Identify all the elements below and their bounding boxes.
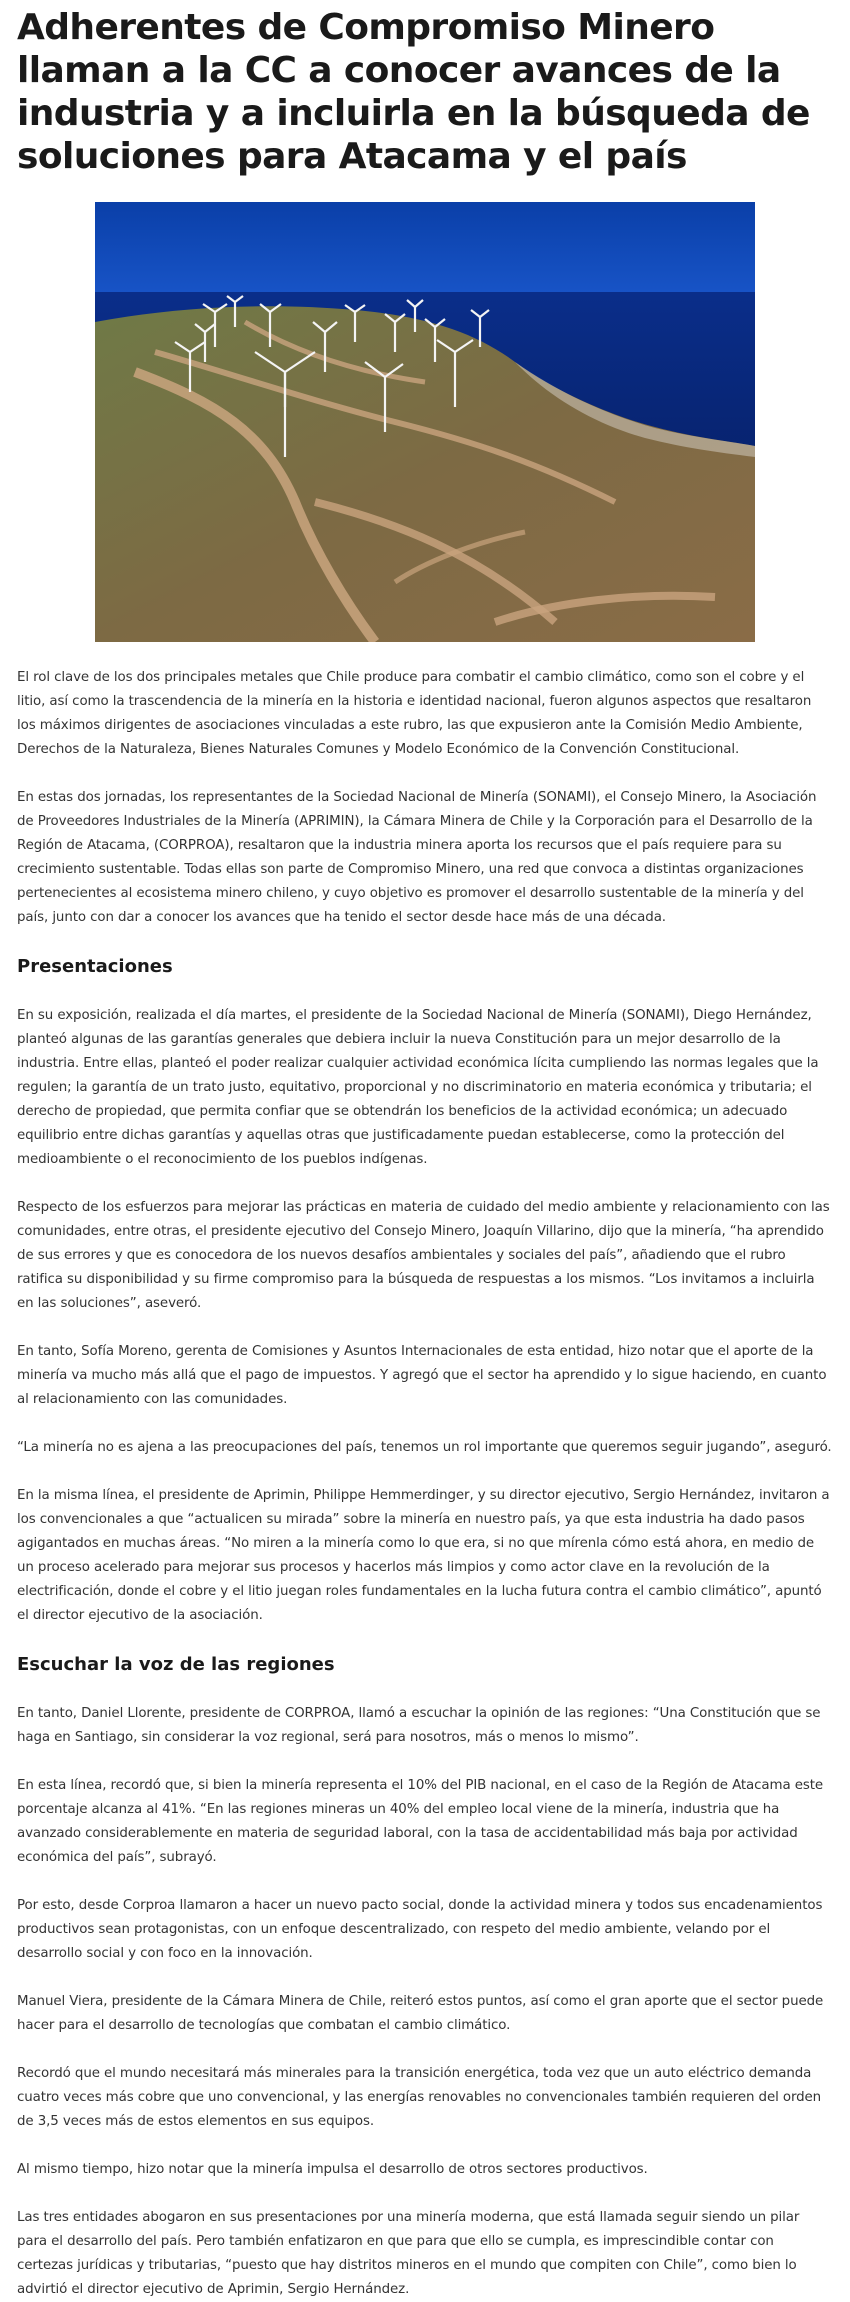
paragraph: Manuel Viera, presidente de la Cámara Minera de Chile, reiteró estos puntos, así como el gran aporte que el sector puede hacer para el desarrollo de tecnologías que combatan el cambio climático. bbox=[17, 1994, 824, 2033]
paragraph: En estas dos jornadas, los representantes de la Sociedad Nacional de Minería (SONAMI), el Consejo Minero, la Asociación de Proveedores Industriales de la Minería (APRIMIN), la Cámara Minera de Chile y la Corporación para el Desarrollo de la Región de Atacama, (CORPROA), resaltaron que la industria minera aporta los recursos que el país requiere para su crecimiento sustentable. Todas ellas son parte de Compromiso Minero, una red que convoca a distintas organizaciones pertenecientes al ecosistema minero chileno, y cuyo objetivo es promover el desarrollo sustentable de la minería y del país, junto con dar a conocer los avances que ha tenido el sector desde hace más de una década. bbox=[17, 790, 817, 925]
paragraph: En tanto, Sofía Moreno, gerenta de Comisiones y Asuntos Internacionales de esta entidad, hizo notar que el aporte de la minería va mucho más allá que el pago de impuestos. Y agregó que el sector ha aprendido y lo sigue haciendo, en cuanto al relacionamiento con las comunidades. bbox=[17, 1344, 827, 1407]
paragraph: En esta línea, recordó que, si bien la minería representa el 10% del PIB nacional, en el caso de la Región de Atacama este porcentaje alcanza al 41%. “En las regiones mineras un 40% del empleo local viene de la minería, industria que ha avanzado considerablemente en materia de seguridad laboral, con la tasa de accidentabilidad más baja por actividad económica del país”, subrayó. bbox=[17, 1778, 824, 1865]
paragraph: Respecto de los esfuerzos para mejorar las prácticas en materia de cuidado del medio ambiente y relacionamiento con las comunidades, entre otras, el presidente ejecutivo del Consejo Minero, Joaquín Villarino, dijo que la minería, “ha aprendido de sus errores y que es conocedora de los nuevos desafíos ambientales y sociales del país”, añadiendo que el rubro ratifica su disponibilidad y su firme compromiso para la búsqueda de respuestas a los mismos. “Los invitamos a incluirla en las soluciones”, aseveró. bbox=[17, 1200, 830, 1311]
paragraph: En tanto, Daniel Llorente, presidente de CORPROA, llamó a escuchar la opinión de las regiones: “Una Constitución que se haga en Santiago, sin considerar la voz regional, será para nosotros, más o menos lo mismo”. bbox=[17, 1706, 821, 1745]
paragraph: Por esto, desde Corproa llamaron a hacer un nuevo pacto social, donde la actividad minera y todos sus encadenamientos productivos sean protagonistas, con un enfoque descentralizado, con respeto del medio ambiente, velando por el desarrollo social y con foco en la innovación. bbox=[17, 1898, 823, 1961]
paragraph: Al mismo tiempo, hizo notar que la minería impulsa el desarrollo de otros sectores productivos. bbox=[17, 2162, 648, 2177]
section-heading-regiones: Escuchar la voz de las regiones bbox=[17, 1654, 335, 1675]
paragraph: Las tres entidades abogaron en sus presentaciones por una minería moderna, que está llamada seguir siendo un pilar para el desarrollo del país. Pero también enfatizaron en que para que ello se cumpla, es imprescindible contar con certezas jurídicas y tributarias, “puesto que hay distritos mineros en el mundo que compiten con Chile”, como bien lo advirtió el director ejecutivo de Aprimin, Sergio Hernández. bbox=[17, 2210, 800, 2297]
paragraph: Recordó que el mundo necesitará más minerales para la transición energética, toda vez que un auto eléctrico demanda cuatro veces más cobre que uno convencional, y las energías renovables no convencionales también requieren del orden de 3,5 veces más de estos elementos en sus equipos. bbox=[17, 2066, 822, 2129]
section-heading-presentaciones: Presentaciones bbox=[17, 956, 173, 977]
paragraph: En la misma línea, el presidente de Aprimin, Philippe Hemmerdinger, y su director ejecutivo, Sergio Hernández, invitaron a los convencionales a que “actualicen su mirada” sobre la minería en nuestro país, ya que esta industria ha dado pasos agigantados en muchas áreas. “No miren a la minería como lo que era, si no que mírenla cómo está ahora, en medio de un proceso acelerado para mejorar sus procesos y hacerlos más limpios y como actor clave en la revolución de la electrificación, donde el cobre y el litio juegan roles fundamentales en la lucha futura contra el cambio climático”, apuntó el director ejecutivo de la asociación. bbox=[17, 1488, 830, 1623]
article-body bbox=[0, 666, 850, 2302]
paragraph: El rol clave de los dos principales metales que Chile produce para combatir el cambio climático, como son el cobre y el litio, así como la trascendencia de la minería en la historia e identidad nacional, fueron algunos aspectos que resaltaron los máximos dirigentes de asociaciones vinculadas a este rubro, las que expusieron ante la Comisión Medio Ambiente, Derechos de la Naturaleza, Bienes Naturales Comunes y Modelo Económico de la Convención Constitucional. bbox=[17, 670, 812, 757]
paragraph: “La minería no es ajena a las preocupaciones del país, tenemos un rol importante que queremos seguir jugando”, aseguró. bbox=[17, 1440, 832, 1455]
wind-farm-photo bbox=[95, 202, 755, 642]
paragraph: En su exposición, realizada el día martes, el presidente de la Sociedad Nacional de Minería (SONAMI), Diego Hernández, planteó algunas de las garantías generales que debiera incluir la nueva Constitución para un mejor desarrollo de la industria. Entre ellas, planteó el poder realizar cualquier actividad económica lícita cumpliendo las normas legales que la regulen; la garantía de un trato justo, equitativo, proporcional y no discriminatorio en materia económica y tributaria; el derecho de propiedad, que permita confiar que se obtendrán los beneficios de la actividad económica; un adecuado equilibrio entre dichas garantías y aquellas otras que justificadamente puedan establecerse, como la protección del medioambiente o el reconocimiento de los pueblos indígenas. bbox=[17, 1008, 819, 1167]
article-title: Adherentes de Compromiso Minero llaman a la CC a conocer avances de la industria y a incluirla en la búsqueda de soluciones para Atacama y el país bbox=[17, 7, 810, 177]
